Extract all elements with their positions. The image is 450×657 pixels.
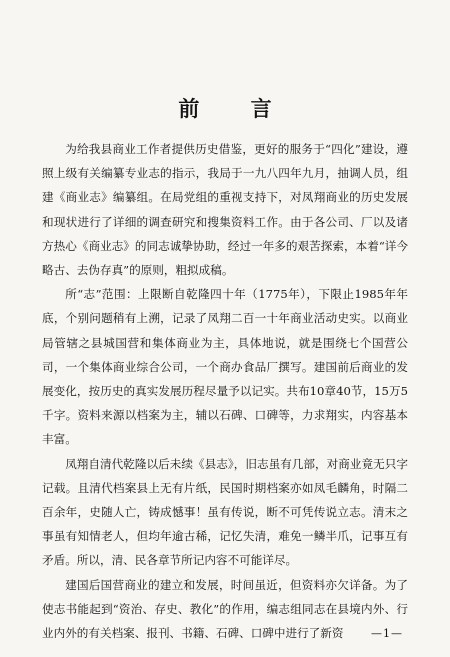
paragraph-2: 所“志”范围：上限断自乾隆四十年（1775年），下限止1985年年底，个别问题稍有上溯，记录了凤翔二百一十年商业活动史实。以商业局管辖之县城国营和集体商业为主，具体地说，就是围绕七个国营公司，一个集体商业综合公司，一个商办食品厂撰写。建国前后商业的发展变化，按历史的真实发展历程尽量予以记实。共布10章40节，15万5千字。资料来源以档案为主，辅以石碑、口碑等，力求翔实，内容基本丰富。 [42, 287, 408, 447]
page-title: 前 言 [178, 96, 294, 121]
page-number: —1— [371, 627, 403, 640]
paragraph-3: 凤翔自清代乾隆以后未续《县志》，旧志虽有几部，对商业竟无只字记载。且清代档案县上无有片纸，民国时期档案亦如凤毛麟角，时隔二百余年，史随人亡，铸成憾事！虽有传说，断不可凭传说立志。清末之事虽有知情老人，但均年逾古稀，记忆失清，难免一鳞半爪，记事互有矛盾。所以，清、民各章节所记内容不可能详尽。 [42, 456, 408, 568]
document-body [42, 137, 408, 645]
paragraph-1: 为给我县商业工作者提供历史借鉴，更好的服务于“四化”建设，遵照上级有关编纂专业志的指示，我局于一九八四年九月，抽调人员，组建《商业志》编纂组。在局党组的重视支持下，对凤翔商业的历史发展和现状进行了详细的调查研究和搜集资料工作。由于各公司、厂以及诸方热心《商业志》的同志诚挚协助，经过一年多的艰苦探索，本着“详今略古、去伪存真”的原则，粗拟成稿。 [42, 142, 408, 278]
paragraph-4: 建国后国营商业的建立和发展，时间虽近，但资料亦欠详备。为了使志书能起到“资治、存史、教化”的作用，编志组同志在县境内外、行业内外的有关档案、报刊、书籍、石碑、口碑中进行了新资 [42, 577, 408, 641]
